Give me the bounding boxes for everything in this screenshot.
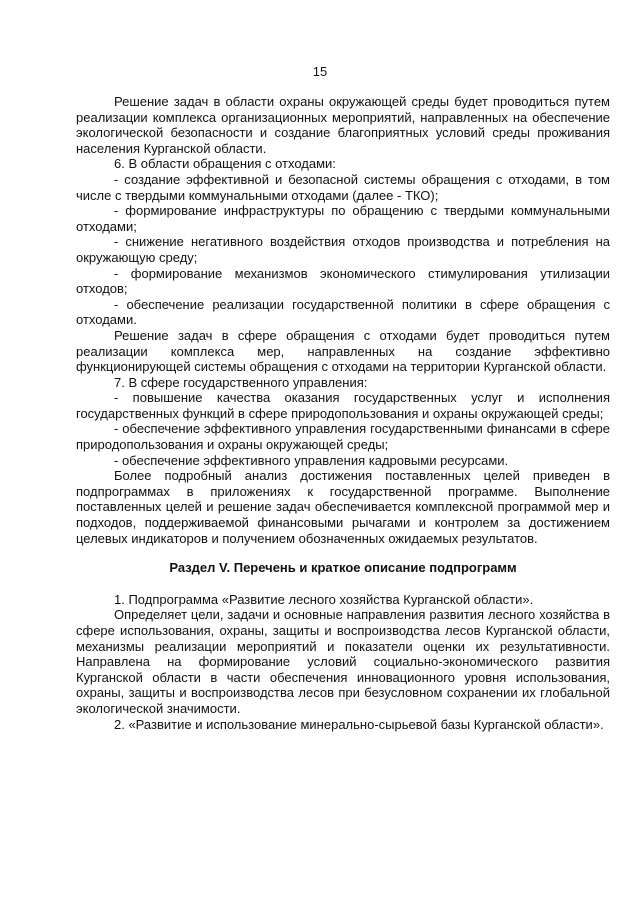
list-item: - формирование механизмов экономического стимулирования утилизации отходов;	[76, 265, 610, 297]
list-item: - формирование инфраструктуры по обращению с твердыми коммунальными отходами;	[76, 203, 610, 234]
paragraph: Определяет цели, задачи и основные направления развития лесного хозяйства в сфере использования, охраны, защиты и воспроизводства лесов Курганской области, механизмы реализации мероприятий и показатели оценки их результативности. Направлена на формирование условий социально-экономического развития Курганской области в части обеспечения инновационного уровня использования, охраны, защиты и воспроизводства лесов при безусловном сохранении их глобальной экологической значимости.	[76, 607, 610, 716]
document-body	[76, 94, 610, 732]
list-item: - обеспечение эффективного управления кадровыми ресурсами.	[114, 452, 509, 468]
list-item: - обеспечение реализации государственной политики в сфере обращения с отходами.	[76, 296, 610, 328]
paragraph: 7. В сфере государственного управления:	[114, 374, 368, 390]
list-item: - повышение качества оказания государственных услуг и исполнения государственных функций в сфере природопользования и охраны окружающей среды;	[76, 390, 610, 421]
list-item: - создание эффективной и безопасной системы обращения с отходами, в том числе с твердыми коммунальными отходами (далее - ТКО);	[76, 171, 610, 203]
paragraph: Решение задач в области охраны окружающей среды будет проводиться путем реализации комплекса организационных мероприятий, направленных на обеспечение экологической безопасности и создание благоприятных условий среды проживания населения Курганской области.	[76, 94, 610, 156]
section-heading: Раздел V. Перечень и краткое описание подпрограмм	[169, 560, 517, 576]
paragraph: 2. «Развитие и использование минерально-сырьевой базы Курганской области».	[114, 716, 604, 732]
paragraph: Решение задач в сфере обращения с отходами будет проводиться путем реализации комплекса мер, направленных на создание эффективно функционирующей системы обращения с отходами на территории Курганской области.	[76, 327, 610, 375]
list-item: - снижение негативного воздействия отходов производства и потребления на окружающую среду;	[76, 234, 610, 265]
page-number: 15	[312, 64, 328, 79]
paragraph: Более подробный анализ достижения поставленных целей приведен в подпрограммах в приложениях к государственной программе. Выполнение поставленных целей и решение задач обеспечивается комплексной программой мер и подходов, поддерживаемой финансовыми рычагами и контролем за достижением целевых индикаторов и получением обозначенных ожидаемых результатов.	[76, 468, 610, 546]
paragraph: 1. Подпрограмма «Развитие лесного хозяйства Курганской области».	[114, 591, 534, 607]
list-item: - обеспечение эффективного управления государственными финансами в сфере природопользования и охраны окружающей среды;	[76, 421, 610, 453]
paragraph: 6. В области обращения с отходами:	[114, 156, 336, 172]
